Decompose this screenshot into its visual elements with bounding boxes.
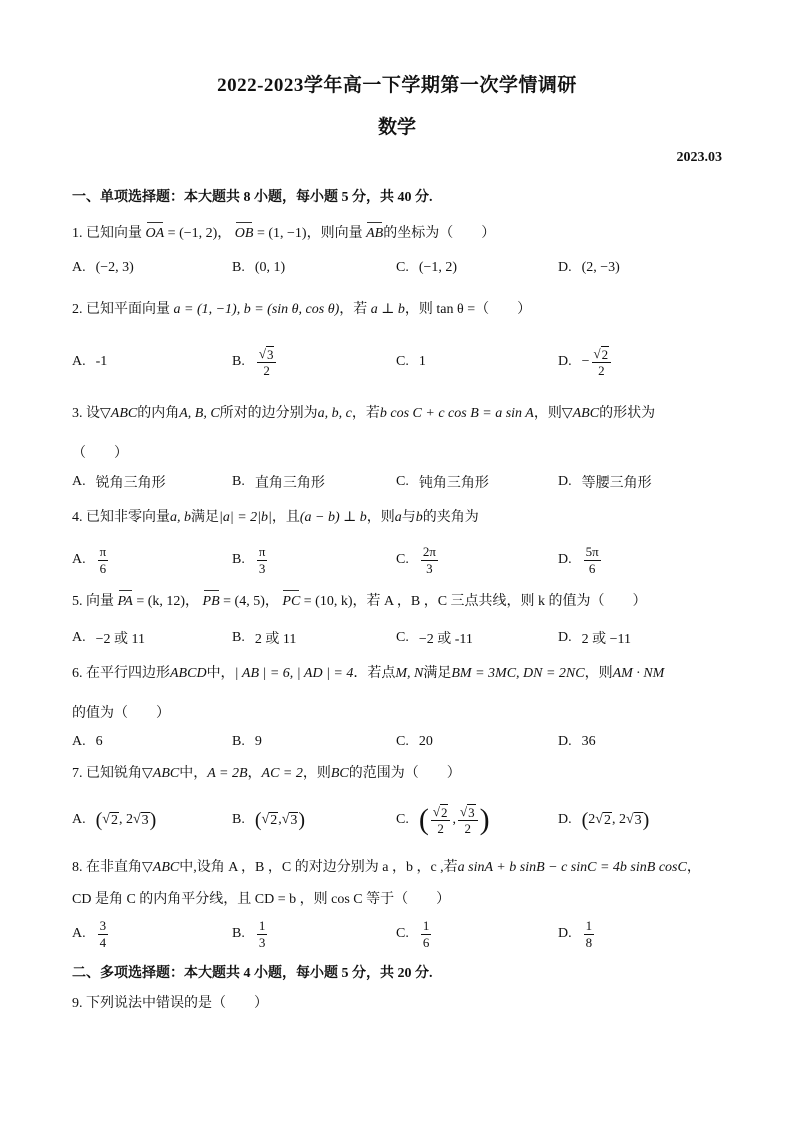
question-text: ，且 xyxy=(271,510,300,525)
option-text: 6 xyxy=(95,734,103,749)
question-8-continuation: CD 是角 C 的内角平分线，且 CD = b ，则 cos C 等于（ ） xyxy=(72,892,451,907)
option-text: 钝角三角形 xyxy=(418,476,489,491)
question-text: ，则 xyxy=(584,666,613,681)
option-d[interactable] xyxy=(558,914,596,954)
fraction xyxy=(592,346,612,379)
math-expr: a xyxy=(394,510,402,525)
option-text: (−1, 2) xyxy=(418,260,458,275)
sqrt: √ 2 xyxy=(102,812,118,828)
radicand: 3 xyxy=(290,813,298,828)
question-text: 设 xyxy=(86,406,100,421)
option-text: -1 xyxy=(95,354,108,369)
vector-pb: PB xyxy=(203,592,220,612)
option-label: A. xyxy=(72,354,86,369)
question-number: 6. xyxy=(72,666,83,681)
question-text: 已知非零向量 xyxy=(86,510,170,525)
question-text: 中， xyxy=(206,666,235,681)
math-expr: BM = 3MC, DN = 2NC xyxy=(451,666,585,681)
vector-pc: PC xyxy=(282,592,300,612)
question-2 xyxy=(72,300,531,320)
fraction xyxy=(257,918,268,951)
sqrt: √ 2 xyxy=(261,812,278,828)
question-text: ，则 xyxy=(302,766,331,781)
question-text: ．若点 xyxy=(353,666,396,681)
option-label: A. xyxy=(72,552,86,567)
option-d[interactable] xyxy=(558,618,631,658)
question-number: 5. xyxy=(72,594,83,609)
options-q6 xyxy=(72,722,732,762)
left-paren: ( xyxy=(254,808,262,831)
option-a[interactable] xyxy=(72,800,156,840)
question-text: ，则 tan θ =（ ） xyxy=(404,302,532,317)
math-expr: a = (1, −1), b = (sin θ, cos θ) xyxy=(173,302,340,317)
math-expr: (a − b) ⊥ b xyxy=(299,510,367,525)
question-text: ，若 xyxy=(339,302,368,317)
math-expr: = (k, 12) xyxy=(136,594,186,609)
option-label: B. xyxy=(232,734,245,749)
question-5 xyxy=(72,592,647,612)
question-number: 2. xyxy=(72,302,83,317)
separator: , xyxy=(278,812,282,827)
fraction xyxy=(257,544,268,577)
math-expr: A = 2B xyxy=(207,766,248,781)
fraction xyxy=(98,918,109,951)
numerator: 2π xyxy=(422,543,436,559)
math-expr: a ⊥ b xyxy=(370,302,405,317)
denominator: 4 xyxy=(99,934,107,950)
denominator: 6 xyxy=(99,560,107,576)
math-expr: = (1, −1) xyxy=(256,226,307,241)
option-c[interactable] xyxy=(396,722,433,762)
question-number: 3. xyxy=(72,406,83,421)
math-expr: a, b, c xyxy=(317,406,352,421)
option-c[interactable] xyxy=(396,618,473,658)
options-q1 xyxy=(72,248,732,288)
vector-pa: PA xyxy=(118,592,133,612)
radicand: 2 xyxy=(440,804,448,820)
math-expr: a sinA + b sinB − c sinC = 4b sinB cosC xyxy=(457,860,687,875)
section-heading-multiple-choice: 二、多项选择题：本大题共 4 小题，每小题 5 分，共 20 分. xyxy=(72,966,433,981)
question-6 xyxy=(72,664,664,684)
radicand: 3 xyxy=(468,804,475,820)
option-b[interactable] xyxy=(232,342,278,382)
option-text: −2 或 11 xyxy=(95,632,146,647)
numerator: 1 xyxy=(585,917,593,933)
option-label: D. xyxy=(558,926,572,941)
option-text: 2 或 11 xyxy=(254,632,297,647)
option-label: D. xyxy=(558,734,572,749)
options-q8 xyxy=(72,914,732,954)
option-b[interactable] xyxy=(232,540,269,580)
vector-ob: OB xyxy=(235,224,254,244)
option-label: B. xyxy=(232,260,245,275)
option-text: 20 xyxy=(418,734,433,749)
denominator: 3 xyxy=(258,560,266,576)
option-c[interactable] xyxy=(396,342,426,382)
math-expr: ABCD xyxy=(170,666,207,681)
fraction xyxy=(458,804,478,837)
option-label: C. xyxy=(396,734,409,749)
numerator: 1 xyxy=(258,917,266,933)
question-text: 的范围为（ ） xyxy=(348,766,461,781)
options-q4 xyxy=(72,540,732,580)
denominator: 2 xyxy=(437,820,444,836)
question-7 xyxy=(72,764,461,784)
question-6-continuation: 的值为（ ） xyxy=(72,706,170,721)
question-number: 8. xyxy=(72,860,83,875)
option-label: C. xyxy=(396,354,409,369)
separator: , xyxy=(452,812,456,827)
option-label: B. xyxy=(232,812,245,827)
option-d[interactable] xyxy=(558,540,603,580)
right-paren: ) xyxy=(149,808,157,831)
option-a[interactable] xyxy=(72,248,134,288)
fraction xyxy=(257,346,277,379)
sqrt: √ 3 xyxy=(459,803,475,820)
vector-oa: OA xyxy=(146,224,165,244)
question-text: ，则 xyxy=(366,510,395,525)
question-3 xyxy=(72,404,655,424)
denominator: 2 xyxy=(263,362,270,378)
option-label: C. xyxy=(396,260,409,275)
question-text: 在平行四边形 xyxy=(86,666,170,681)
question-4 xyxy=(72,508,479,528)
triangle-symbol: ▽ABC xyxy=(561,406,600,421)
option-label: C. xyxy=(396,630,409,645)
radicand: 3 xyxy=(266,346,274,362)
question-text: 中， xyxy=(179,766,208,781)
radicand: 2 xyxy=(603,813,611,828)
question-text: ， xyxy=(185,594,200,609)
option-b[interactable] xyxy=(232,800,305,840)
right-paren: ) xyxy=(479,803,490,836)
fraction xyxy=(421,918,432,951)
option-label: D. xyxy=(558,552,572,567)
vector-ab: AB xyxy=(366,224,383,244)
triangle-symbol: ▽ABC xyxy=(100,406,138,421)
option-label: B. xyxy=(232,630,245,645)
question-text: 的夹角为 xyxy=(422,510,479,525)
math-expr: AM · NM xyxy=(612,666,665,681)
numerator: 1 xyxy=(422,917,430,933)
math-expr: = (10, k) xyxy=(303,594,353,609)
fraction xyxy=(584,918,595,951)
left-paren: ( xyxy=(418,803,429,836)
radicand: 2 xyxy=(110,813,118,828)
triangle-symbol: ▽ABC xyxy=(142,860,180,875)
radicand: 3 xyxy=(141,813,149,828)
option-text: 等腰三角形 xyxy=(581,476,652,491)
math-expr: M, N xyxy=(395,666,424,681)
question-text: 满足 xyxy=(191,510,219,525)
sqrt: √ 3 xyxy=(258,345,274,362)
option-label: B. xyxy=(232,474,245,489)
option-b[interactable] xyxy=(232,914,269,954)
option-c[interactable] xyxy=(396,462,489,502)
option-text: (0, 1) xyxy=(254,260,286,275)
exam-subject: 数学 xyxy=(377,117,416,138)
option-b[interactable] xyxy=(232,248,285,288)
radicand: 2 xyxy=(270,813,278,828)
option-text: 9 xyxy=(254,734,262,749)
options-q2 xyxy=(72,342,732,382)
radicand: 3 xyxy=(634,813,642,828)
option-label: D. xyxy=(558,474,572,489)
numerator: π xyxy=(99,543,107,559)
option-label: A. xyxy=(72,812,86,827)
question-text: ，若 xyxy=(351,406,380,421)
option-a[interactable] xyxy=(72,618,145,658)
sqrt: √ 3 xyxy=(625,812,642,828)
option-a[interactable] xyxy=(72,722,103,762)
option-a[interactable] xyxy=(72,342,107,382)
option-label: D. xyxy=(558,354,572,369)
options-q7 xyxy=(72,800,732,840)
option-c[interactable] xyxy=(396,800,490,840)
question-text: ， xyxy=(264,594,279,609)
option-d[interactable] xyxy=(558,722,596,762)
fraction xyxy=(431,804,451,837)
option-label: B. xyxy=(232,926,245,941)
denominator: 3 xyxy=(258,934,266,950)
right-paren: ) xyxy=(298,808,306,831)
right-paren: ) xyxy=(642,808,650,831)
question-text: 已知锐角 xyxy=(86,766,142,781)
question-number: 1. xyxy=(72,226,83,241)
denominator: 6 xyxy=(422,934,430,950)
question-text: 向量 xyxy=(86,594,114,609)
math-expr: b cos C + c cos B = a sin A xyxy=(379,406,534,421)
option-a[interactable] xyxy=(72,462,166,502)
option-a[interactable] xyxy=(72,914,110,954)
exam-date: 2023.03 xyxy=(676,150,722,165)
option-text: −2 或 -11 xyxy=(418,632,473,647)
option-text: 锐角三角形 xyxy=(95,476,166,491)
question-text: 中,设角 A ，B ，C 的对边分别为 a ，b ，c ,若 xyxy=(179,860,458,875)
question-text: 下列说法中错误的是（ ） xyxy=(86,996,268,1011)
question-text: 的形状为 xyxy=(599,406,656,421)
denominator: 3 xyxy=(426,560,433,576)
option-a[interactable] xyxy=(72,540,110,580)
question-text: ， xyxy=(217,226,232,241)
question-text: ， xyxy=(686,860,701,875)
option-text: 36 xyxy=(581,734,596,749)
option-label: C. xyxy=(396,474,409,489)
radicand: 2 xyxy=(601,346,609,362)
option-label: D. xyxy=(558,630,572,645)
option-label: A. xyxy=(72,734,86,749)
option-d[interactable] xyxy=(558,342,613,382)
fraction xyxy=(98,544,109,577)
option-text: (2, −3) xyxy=(581,260,620,275)
math-expr: BC xyxy=(330,766,349,781)
sqrt: √ 3 xyxy=(132,812,149,828)
math-expr: | AB | = 6, | AD | = 4 xyxy=(234,666,354,681)
question-3-continuation: （ ） xyxy=(72,446,128,461)
option-label: A. xyxy=(72,926,86,941)
question-text: 已知平面向量 xyxy=(86,302,170,317)
question-number: 9. xyxy=(72,996,83,1011)
question-text: ，若 A ，B ，C 三点共线，则 k 的值为（ ） xyxy=(352,594,647,609)
math-expr: b xyxy=(415,510,423,525)
numerator: 3 xyxy=(99,917,107,933)
question-text: 的坐标为（ ） xyxy=(383,226,496,241)
numerator: π xyxy=(258,543,266,559)
separator: , 2 xyxy=(118,812,133,827)
question-number: 7. xyxy=(72,766,83,781)
option-b[interactable] xyxy=(232,618,296,658)
option-label: B. xyxy=(232,552,245,567)
option-label: A. xyxy=(72,260,86,275)
question-9 xyxy=(72,994,268,1014)
math-expr: a, b xyxy=(170,510,191,525)
option-d[interactable] xyxy=(558,800,649,840)
option-b[interactable] xyxy=(232,462,325,502)
math-expr: AC = 2 xyxy=(261,766,303,781)
question-text: ，则向量 xyxy=(306,226,363,241)
option-label: C. xyxy=(396,552,409,567)
question-text: 所对的边分别为 xyxy=(219,406,318,421)
coefficient: 2 xyxy=(588,812,596,827)
option-label: A. xyxy=(72,474,86,489)
triangle-symbol: ▽ABC xyxy=(142,766,180,781)
question-text: 已知向量 xyxy=(86,226,142,241)
option-label: D. xyxy=(558,260,572,275)
option-c[interactable] xyxy=(396,248,457,288)
question-text: ， xyxy=(247,766,262,781)
question-text: 在非直角 xyxy=(86,860,142,875)
option-b[interactable] xyxy=(232,722,262,762)
question-text: 的内角 xyxy=(137,406,180,421)
option-label: C. xyxy=(396,812,409,827)
left-paren: ( xyxy=(581,808,589,831)
denominator: 6 xyxy=(588,560,596,576)
separator: , 2 xyxy=(611,812,626,827)
option-label: B. xyxy=(232,354,245,369)
fraction xyxy=(421,544,438,577)
sqrt: √ 2 xyxy=(593,345,609,362)
option-label: D. xyxy=(558,812,572,827)
options-q3 xyxy=(72,462,732,502)
option-label: C. xyxy=(396,926,409,941)
math-expr: |a| = 2|b| xyxy=(219,510,272,525)
section-heading-single-choice: 一、单项选择题：本大题共 8 小题，每小题 5 分，共 40 分. xyxy=(72,190,433,205)
sqrt: √ 2 xyxy=(595,812,611,828)
sqrt: √ 3 xyxy=(281,812,298,828)
question-number: 4. xyxy=(72,510,83,525)
question-text: 与 xyxy=(401,510,416,525)
numerator: 5π xyxy=(585,543,599,559)
option-d[interactable] xyxy=(558,462,652,502)
option-text: 直角三角形 xyxy=(254,476,325,491)
option-text: (−2, 3) xyxy=(95,260,134,275)
minus-sign: − xyxy=(581,354,590,369)
option-label: A. xyxy=(72,630,86,645)
sqrt: √ 2 xyxy=(432,803,448,820)
math-expr: = (4, 5) xyxy=(223,594,265,609)
option-text: 2 或 −11 xyxy=(581,632,632,647)
option-text: 1 xyxy=(418,354,426,369)
question-text: ，则 xyxy=(533,406,562,421)
math-expr: = (−1, 2) xyxy=(167,226,218,241)
option-d[interactable] xyxy=(558,248,620,288)
exam-title: 2022-2023学年高一下学期第一次学情调研 xyxy=(217,75,577,96)
question-8 xyxy=(72,858,701,878)
options-q5 xyxy=(72,618,732,658)
question-1 xyxy=(72,224,495,244)
math-expr: A, B, C xyxy=(179,406,220,421)
question-text: 满足 xyxy=(423,666,452,681)
fraction xyxy=(584,544,601,577)
option-c[interactable] xyxy=(396,540,440,580)
denominator: 2 xyxy=(598,362,605,378)
denominator: 2 xyxy=(464,820,472,836)
option-c[interactable] xyxy=(396,914,433,954)
denominator: 8 xyxy=(585,934,593,950)
left-paren: ( xyxy=(95,808,103,831)
